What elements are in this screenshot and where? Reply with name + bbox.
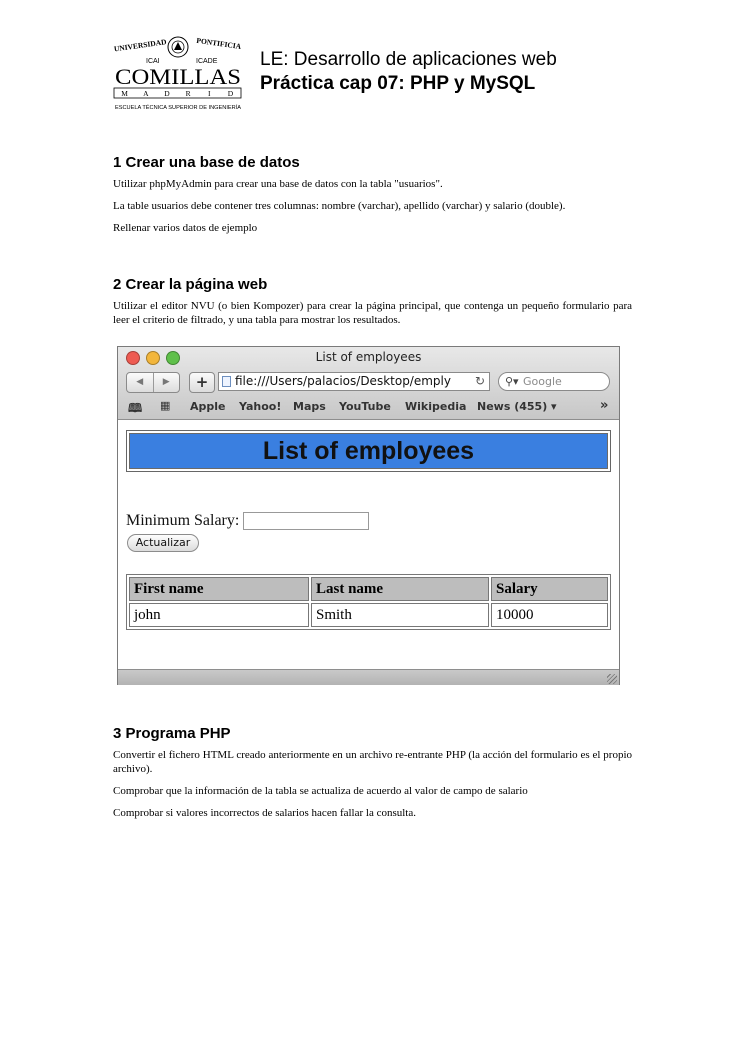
status-bar (118, 669, 619, 685)
logo-school: ESCUELA TÉCNICA SUPERIOR DE INGENIERÍA (115, 105, 232, 111)
table-row (129, 603, 608, 627)
browser-toolbar (118, 347, 619, 420)
document-title (260, 48, 557, 96)
reload-icon[interactable]: ↻ (472, 373, 485, 390)
nav-buttons (126, 372, 180, 393)
resize-grip-icon[interactable] (607, 674, 617, 684)
page-heading: List of employees (129, 433, 608, 469)
logo-city-letter: D (164, 89, 170, 98)
section-3-para-2: Comprobar que la información de la tabla se actualiza de acuerdo al valor de campo de salario (113, 785, 528, 797)
top-sites-grid-icon[interactable]: ▦ (160, 399, 171, 412)
section-1-para-3: Rellenar varios datos de ejemplo (113, 222, 258, 234)
logo-top-right: PONTIFICIA (195, 36, 242, 52)
forward-arrow-icon[interactable]: ▶ (153, 373, 180, 392)
section-3-para-3: Comprobar si valores incorrectos de salarios hacen fallar la consulta. (113, 807, 416, 819)
logo-city-letter: I (208, 89, 211, 98)
logo-city-letter: A (143, 89, 149, 98)
logo-name: COMILLAS (115, 64, 241, 89)
logo-city (121, 89, 233, 98)
logo-city-letter: D (227, 89, 234, 98)
section-2-title: 2 Crear la página web (113, 276, 268, 293)
bookmark-apple[interactable]: Apple (190, 400, 226, 413)
search-icon: ⚲▾ (505, 375, 519, 388)
section-1-para-2: La table usuarios debe contener tres columnas: nombre (varchar), apellido (varchar) y salario (double). (113, 200, 566, 212)
bookmark-news[interactable]: News (455) ▾ (477, 400, 557, 413)
bookmark-maps[interactable]: Maps (293, 400, 326, 413)
cell-first-name: john (129, 603, 309, 627)
section-2-para-1: Utilizar el editor NVU (o bien Kompozer) para crear la página principal, que contenga un pequeño formulario para leer el criterio de filtrado, y una tabla para mostrar los resultados. (113, 300, 632, 326)
browser-content (118, 420, 619, 669)
employees-table (126, 574, 611, 630)
cell-salary: 10000 (491, 603, 608, 627)
logo-mid-left: ICAI (146, 58, 160, 65)
section-3 (113, 725, 632, 828)
practice-title: Práctica cap 07: PHP y MySQL (260, 73, 536, 94)
search-placeholder: Google (523, 375, 562, 388)
col-first-name: First name (129, 577, 309, 601)
bookmark-yahoo[interactable]: Yahoo! (239, 400, 282, 413)
add-bookmark-plus-icon[interactable]: + (189, 372, 215, 393)
cell-last-name: Smith (311, 603, 489, 627)
back-arrow-icon[interactable]: ◀ (136, 377, 144, 387)
section-1 (113, 154, 632, 243)
search-input[interactable] (498, 372, 610, 391)
section-2 (113, 276, 632, 335)
page-file-icon (222, 376, 231, 387)
min-salary-label: Minimum Salary: (126, 512, 240, 529)
min-salary-input[interactable] (243, 512, 369, 530)
address-bar[interactable] (218, 372, 490, 391)
bookmarks-bar (118, 396, 619, 418)
address-url: file:///Users/palacios/Desktop/emply (235, 374, 451, 388)
section-3-title: 3 Programa PHP (113, 725, 231, 742)
actualizar-button[interactable]: Actualizar (127, 534, 199, 552)
section-1-para-1: Utilizar phpMyAdmin para crear una base de datos con la tabla "usuarios". (113, 178, 443, 190)
course-title: LE: Desarrollo de aplicaciones web (260, 49, 557, 70)
browser-screenshot (117, 346, 620, 685)
page-heading-box (126, 430, 611, 472)
bookmarks-book-icon[interactable]: 🕮 (128, 401, 143, 415)
col-last-name: Last name (311, 577, 489, 601)
col-salary: Salary (491, 577, 608, 601)
table-header-row (129, 577, 608, 601)
section-3-para-1: Convertir el fichero HTML creado anteriormente en un archivo re-entrante PHP (la acción del formulario es el propio archivo). (113, 749, 632, 775)
logo-mid-right: ICADE (196, 58, 218, 65)
university-logo (112, 36, 244, 112)
section-1-title: 1 Crear una base de datos (113, 154, 300, 171)
logo-top-left: UNIVERSIDAD (113, 37, 168, 54)
logo-city-letter: M (121, 89, 128, 98)
bookmark-youtube[interactable]: YouTube (339, 400, 391, 413)
bookmarks-overflow-icon[interactable]: » (600, 398, 609, 413)
window-title: List of employees (315, 350, 422, 364)
bookmark-wikipedia[interactable]: Wikipedia (405, 400, 467, 413)
logo-city-letter: R (185, 89, 191, 98)
